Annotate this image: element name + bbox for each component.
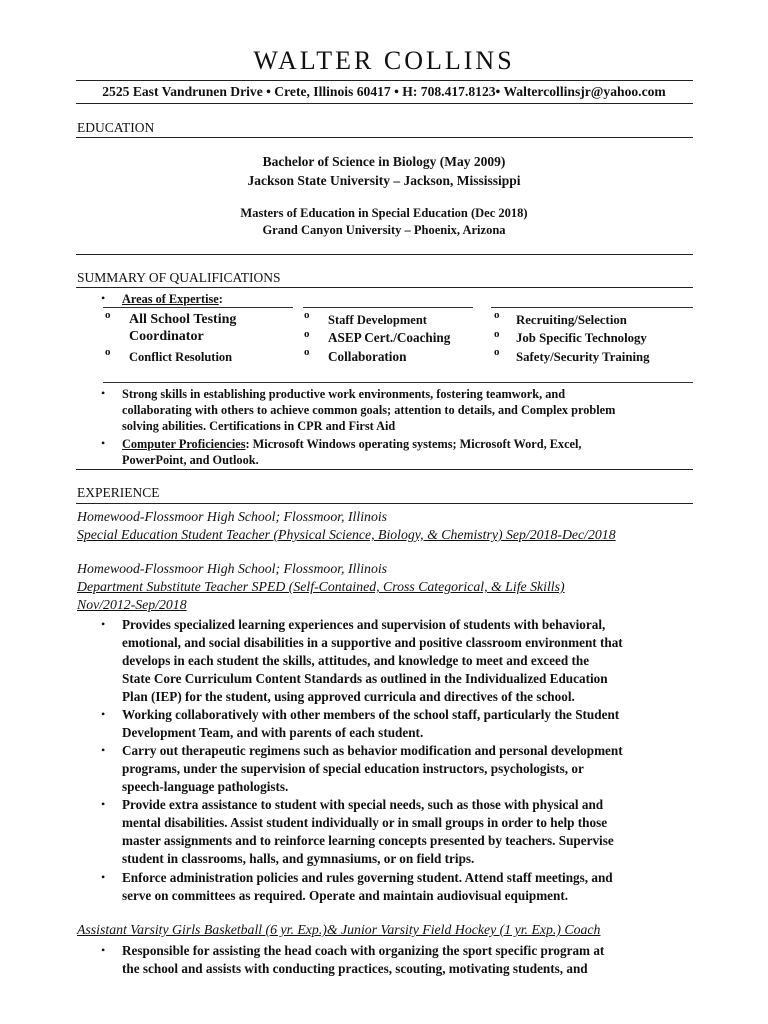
bullet: • bbox=[101, 943, 106, 957]
col2-marker-2: o bbox=[304, 328, 310, 340]
job-2-duty-1: Provides specialized learning experiences and supervision of students with behavioral, emotional, and social disabilities in a supportive and positive classroom environment that develops in each student the skills, attitudes, and knowledge to meet and exceed the State Core Curriculum Content Standards as outlined in the Individualized Education Plan (IEP) for the student, using approved curricula and directives of the school. bbox=[122, 617, 623, 704]
expertise-item: Collaboration bbox=[328, 349, 407, 364]
col2-rule bbox=[303, 307, 473, 308]
col3-marker-1: o bbox=[494, 309, 500, 321]
job-2-duty-5: Enforce administration policies and rules governing student. Attend staff meetings, and serve on committees as required. Operate and maintain audiovisual equipment. bbox=[122, 870, 613, 903]
degree-1-school: Jackson State University – Jackson, Mississippi bbox=[247, 173, 521, 188]
summary-rule bbox=[76, 287, 693, 288]
job-3-duty-1: Responsible for assisting the head coach with organizing the sport specific program at the school and assists with conducting practices, scouting, motivating students, and bbox=[122, 943, 605, 976]
bullet: • bbox=[101, 707, 106, 721]
job-1-role: Special Education Student Teacher (Physical Science, Biology, & Chemistry) Sep/2018-Dec/2018 bbox=[77, 527, 616, 542]
skills-line: solving abilities. Certifications in CPR and First Aid bbox=[122, 419, 396, 433]
experience-heading: EXPERIENCE bbox=[77, 485, 160, 500]
job-2-organization: Homewood-Flossmoor High School; Flossmoor, Illinois bbox=[77, 561, 388, 576]
computer-proficiencies: Computer Proficiencies: Microsoft Windows operating systems; Microsoft Word, Excel, bbox=[122, 437, 582, 451]
education-heading: EDUCATION bbox=[77, 120, 155, 135]
candidate-name: WALTER COLLINS bbox=[253, 46, 515, 75]
header-top-rule bbox=[76, 80, 693, 81]
job-1-organization: Homewood-Flossmoor High School; Flossmoor, Illinois bbox=[77, 509, 388, 524]
col2-marker-1: o bbox=[304, 309, 310, 321]
col1-rule bbox=[103, 307, 293, 308]
expertise-item: Recruiting/Selection bbox=[516, 313, 627, 327]
skills-line: Strong skills in establishing productive work environments, fostering teamwork, and bbox=[122, 387, 566, 401]
expertise-item: ASEP Cert./Coaching bbox=[328, 330, 451, 345]
bullet: • bbox=[101, 870, 106, 884]
degree-1-title: Bachelor of Science in Biology (May 2009) bbox=[262, 154, 506, 169]
job-2-duty-4: Provide extra assistance to student with special needs, such as those with physical and mental disabilities. Assist student individually or in small groups in order to help those master assignments and to reinforce learning concepts presented by teachers. Supervise student in classrooms, halls, and gymnasiums, or on field trips. bbox=[122, 797, 614, 866]
job-3-role: Assistant Varsity Girls Basketball (6 yr. Exp.)& Junior Varsity Field Hockey (1 yr. Exp.) Coach bbox=[77, 922, 601, 937]
job-2-role: Department Substitute Teacher SPED (Self-Contained, Cross Categorical, & Life Skills) bbox=[77, 579, 565, 594]
computer-proficiencies-continued: PowerPoint, and Outlook. bbox=[122, 453, 259, 467]
degree-2-school: Grand Canyon University – Phoenix, Arizona bbox=[262, 223, 506, 237]
expertise-item: Staff Development bbox=[328, 313, 427, 327]
expertise-item: Safety/Security Training bbox=[516, 350, 650, 364]
summary-bottom-rule bbox=[76, 469, 693, 470]
contact-line: 2525 East Vandrunen Drive • Crete, Illinois 60417 • H: 708.417.8123• Waltercollinsjr@yahoo.com bbox=[102, 84, 666, 99]
col1-marker-2: o bbox=[105, 346, 111, 358]
areas-of-expertise-label: Areas of Expertise: bbox=[122, 292, 223, 306]
col2-marker-3: o bbox=[304, 346, 310, 358]
col3-marker-2: o bbox=[494, 328, 500, 340]
col1-marker-1: o bbox=[105, 309, 111, 321]
header-bottom-rule bbox=[76, 103, 693, 104]
experience-rule bbox=[76, 503, 693, 504]
job-2-duty-3: Carry out therapeutic regimens such as behavior modification and personal development programs, under the supervision of special education instructors, psychologists, or speech-language pathologists. bbox=[122, 743, 623, 794]
computer-bullet: • bbox=[101, 436, 106, 450]
bullet: • bbox=[101, 797, 106, 811]
job-2-dates: Nov/2012-Sep/2018 bbox=[77, 597, 187, 612]
skills-line: collaborating with others to achieve common goals; attention to details, and Complex problem bbox=[122, 403, 616, 417]
degree-2-title: Masters of Education in Special Education (Dec 2018) bbox=[240, 206, 528, 220]
summary-heading: SUMMARY OF QUALIFICATIONS bbox=[77, 270, 281, 285]
col3-marker-3: o bbox=[494, 346, 500, 358]
expertise-item: Conflict Resolution bbox=[129, 350, 233, 364]
job-2-duty-2: Working collaboratively with other members of the school staff, particularly the Student Development Team, and with parents of each student. bbox=[122, 707, 620, 740]
expertise-item-continued: Coordinator bbox=[129, 329, 204, 344]
expertise-bottom-rule bbox=[103, 382, 693, 383]
areas-bullet: • bbox=[101, 291, 106, 305]
bullet: • bbox=[101, 743, 106, 757]
col3-rule bbox=[491, 307, 693, 308]
expertise-item: All School Testing bbox=[129, 312, 237, 327]
expertise-item: Job Specific Technology bbox=[516, 331, 647, 345]
education-bottom-rule bbox=[76, 254, 693, 255]
bullet: • bbox=[101, 617, 106, 631]
education-rule bbox=[76, 137, 693, 138]
skills-bullet: • bbox=[101, 386, 106, 400]
